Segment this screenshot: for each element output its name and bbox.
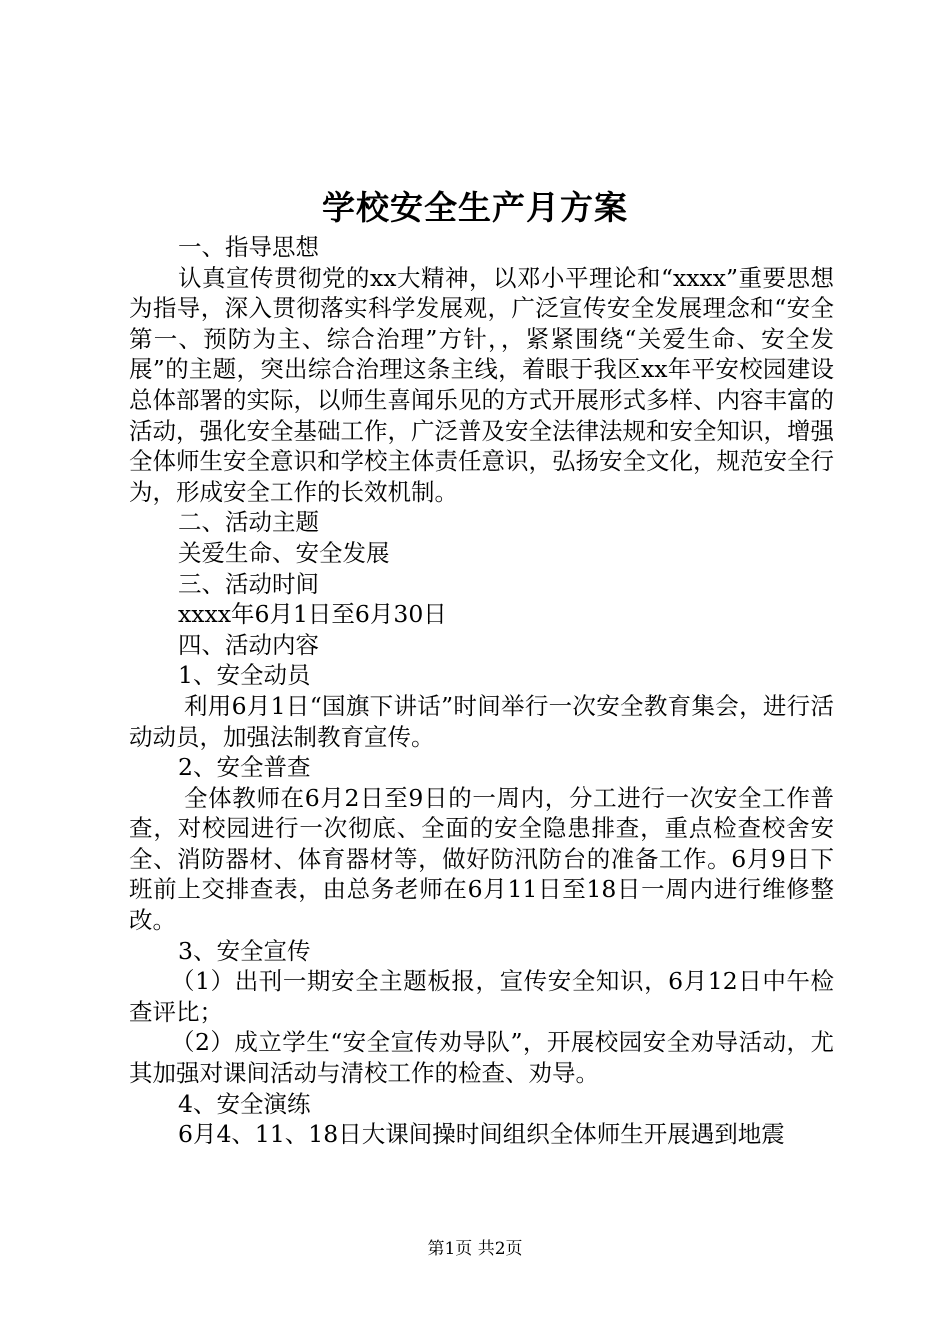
section-heading-activity-theme: 二、活动主题 — [178, 508, 319, 537]
section-heading-activity-content: 四、活动内容 — [178, 630, 319, 659]
paragraph-activity-theme: 关爱生命、安全发展 — [178, 538, 390, 567]
paragraph-safety-drill: 6月4、11、18日大课间操时间组织全体师生开展遇到地震 — [178, 1120, 785, 1149]
subheading-safety-mobilization: 1、安全动员 — [178, 661, 311, 690]
paragraph-safety-publicity-2: （2）成立学生“安全宣传劝导队”，开展校园安全劝导活动，尤其加强对课间活动与清校工作的检查、劝导。 — [129, 1028, 834, 1088]
paragraph-activity-time: xxxx年6月1日至6月30日 — [178, 600, 447, 629]
section-heading-activity-time: 三、活动时间 — [178, 569, 319, 598]
paragraph-safety-publicity-1: （1）出刊一期安全主题板报，宣传安全知识，6月12日中午检查评比； — [129, 967, 834, 1026]
document-title: 学校安全生产月方案 — [322, 188, 628, 227]
subheading-safety-publicity: 3、安全宣传 — [178, 936, 311, 965]
document-body — [129, 232, 834, 1150]
paragraph-safety-inspection: 全体教师在6月2日至9日的一周内，分工进行一次安全工作普查，对校园进行一次彻底、全面的安全隐患排查，重点检查校舍安全、消防器材、体育器材等，做好防汛防台的准备工作。6月9日下班前上交排查表，由总务老师在6月11日至18日一周内进行维修整改。 — [129, 783, 834, 935]
page-number-footer: 第1页 共2页 — [427, 1239, 523, 1259]
paragraph-safety-mobilization: 利用6月1日“国旗下讲话”时间举行一次安全教育集会，进行活动动员，加强法制教育宣传。 — [129, 691, 834, 751]
subheading-safety-drill: 4、安全演练 — [178, 1089, 311, 1118]
paragraph-guiding-thought: 认真宣传贯彻党的xx大精神，以邓小平理论和“xxxx”重要思想为指导，深入贯彻落实科学发展观，广泛宣传安全发展理念和“安全第一、预防为主、综合治理”方针，，紧紧围绕“关爱生命、安全发展”的主题，突出综合治理这条主线，着眼于我区xx年平安校园建设总体部署的实际，以师生喜闻乐见的方式开展形式多样、内容丰富的活动，强化安全基础工作，广泛普及安全法律法规和安全知识，增强全体师生安全意识和学校主体责任意识，弘扬安全文化，规范安全行为，形成安全工作的长效机制。 — [129, 263, 834, 506]
section-heading-guiding-thought: 一、指导思想 — [178, 233, 319, 261]
subheading-safety-inspection: 2、安全普查 — [178, 753, 311, 782]
